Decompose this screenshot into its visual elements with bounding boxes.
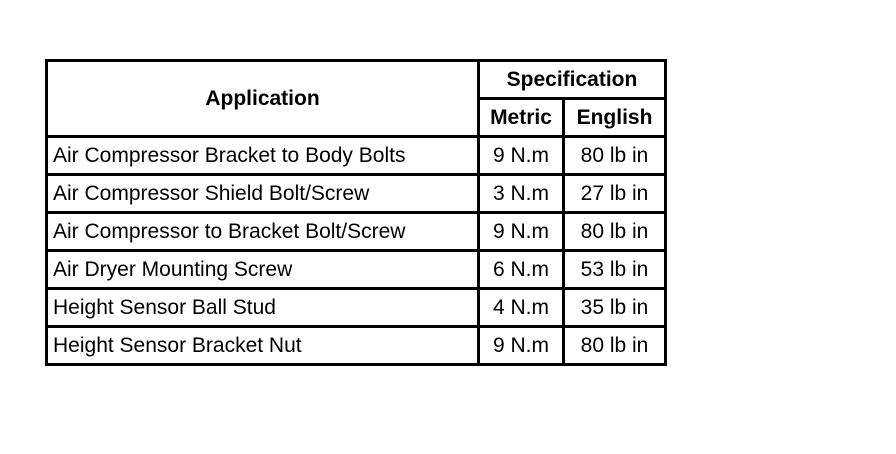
- english-cell: 27 lb in: [564, 175, 666, 213]
- metric-cell: 3 N.m: [479, 175, 564, 213]
- english-cell: 80 lb in: [564, 213, 666, 251]
- english-cell: 80 lb in: [564, 137, 666, 175]
- header-row-top: [47, 61, 666, 99]
- table-row: [47, 289, 666, 327]
- application-cell: Height Sensor Bracket Nut: [47, 327, 479, 365]
- table-body: [47, 137, 666, 365]
- application-cell: Air Compressor Shield Bolt/Screw: [47, 175, 479, 213]
- english-cell: 53 lb in: [564, 251, 666, 289]
- application-header: Application: [47, 61, 479, 137]
- application-cell: Air Dryer Mounting Screw: [47, 251, 479, 289]
- english-header: English: [564, 99, 666, 137]
- english-cell: 80 lb in: [564, 327, 666, 365]
- application-cell: Height Sensor Ball Stud: [47, 289, 479, 327]
- specification-table: [45, 59, 667, 366]
- metric-cell: 6 N.m: [479, 251, 564, 289]
- table-header: [47, 61, 666, 137]
- table-row: [47, 251, 666, 289]
- table-row: [47, 327, 666, 365]
- specification-header: Specification: [479, 61, 666, 99]
- metric-cell: 9 N.m: [479, 137, 564, 175]
- metric-header: Metric: [479, 99, 564, 137]
- english-cell: 35 lb in: [564, 289, 666, 327]
- metric-cell: 4 N.m: [479, 289, 564, 327]
- metric-cell: 9 N.m: [479, 213, 564, 251]
- application-cell: Air Compressor to Bracket Bolt/Screw: [47, 213, 479, 251]
- table-row: [47, 137, 666, 175]
- table-row: [47, 175, 666, 213]
- application-cell: Air Compressor Bracket to Body Bolts: [47, 137, 479, 175]
- table-row: [47, 213, 666, 251]
- metric-cell: 9 N.m: [479, 327, 564, 365]
